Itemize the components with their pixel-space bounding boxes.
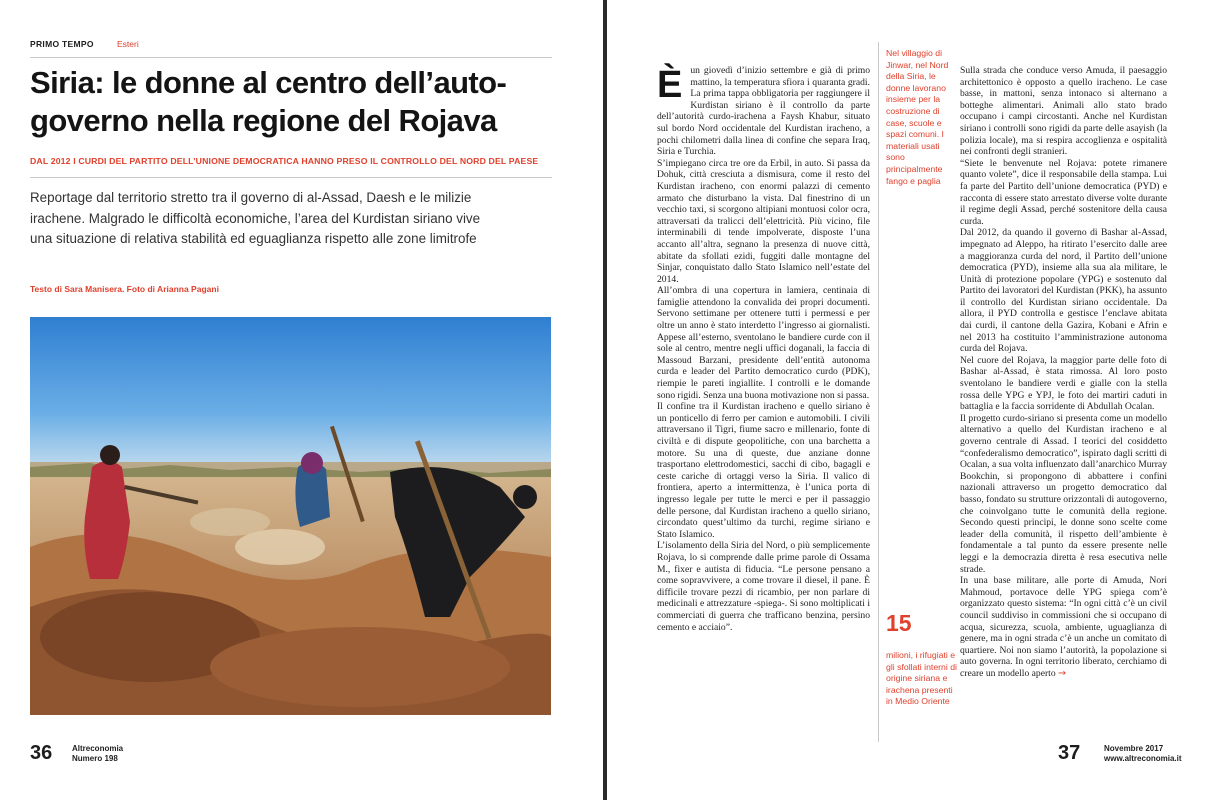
magazine-info (1104, 744, 1182, 764)
continue-arrow-icon: → (1058, 667, 1067, 679)
standfirst (30, 188, 560, 250)
page-number: 37 (1058, 742, 1081, 764)
headline-line-2: governo nella regione del Rojava (30, 103, 497, 138)
standfirst-line: una situazione di relativa stabilità ed eguaglianza rispetto alle zone limitrofe (30, 231, 477, 246)
sidebar-quote: Nel villaggio di Jinwar, nel Nord della Siria, le donne lavorano insieme per la costruzione di case, scuole e spazi comuni. I materiali usati sono principalmente fango e paglia (886, 48, 949, 186)
section-sub-label: Esteri (117, 39, 139, 49)
article-paragraph: S’impiegano circa tre ore da Erbil, in auto. Si passa da Dohuk, città cresciuta a dismisura, come il resto del Kurdistan iracheno, con enormi palazzi di cemento armato che disturbano la vista. Dal finestrino di un vecchio taxi, si scorgono altipiani montuosi color ocra, attraversati da tralicci dell’elettricità. Più vicino, file interminabili di tende impolverate, disposte l’una accanto all’altra, segnano la presenza di nuove città, abitate da sfollati ezidi, fuggiti dalle montagne del Sinjar, conquistato dallo Stato Islamico nell’estate del 2014. (657, 157, 870, 285)
kicker: DAL 2012 I CURDI DEL PARTITO DELL’UNIONE DEMOCRATICA HANNO PRESO IL CONTROLLO DEL NORD DEL PAESE (30, 156, 539, 166)
website: www.altreconomia.it (1104, 754, 1182, 763)
headline-line-1: Siria: le donne al centro dell’auto- (30, 65, 507, 100)
article-paragraph: Nel cuore del Rojava, la maggior parte delle foto di Bashar al-Assad, è stata rimossa. Al loro posto sventolano le bandiere verdi e gialle con la stella rossa delle YPG e YPJ, le foto dei martiri caduti in battaglia e la faccia sorridente di Abdullah Ocalan. (960, 354, 1167, 413)
article-paragraph: Il progetto curdo-siriano si presenta come un modello alternativo a quello del Kurdistan iracheno e al governo centrale di Assad. I teorici del cosiddetto “confederalismo democratico”, ispirato dagli scritti di Ocalan, a sua volta influenzato dall’anarchico Murray Bookchin, si propongono di abbattere i confini nazionali attraverso un progetto democratico dal basso, fondato su strutture orizzontali di autogoverno, che coinvolgano tutte le comunità della regione. Secondo questi principi, le donne sono scelte come leader della comunità, il rispetto dell’ambiente è fondamentale a tal punto da essere presente nelle leggi e la democrazia diretta è resa esecutiva nelle strade. (960, 412, 1167, 575)
article-photo (30, 317, 551, 715)
stat-text: milioni, i rifugiati e gli sfollati interni di origine siriana e irachena presenti in Medio Oriente (886, 650, 957, 707)
page-number: 36 (30, 742, 53, 764)
right-page (607, 0, 1209, 800)
sidebar (878, 42, 958, 742)
article-paragraph: È un giovedì d’inizio settembre e già di primo mattino, la temperatura sfiora i quaranta gradi. La prima tappa obbligatoria per raggiungere il Kurdistan siriano è il controllo da parte dell’autorità curdo-irachena a Faysh Khabur, situato sul bordo Nord occidentale del Kurdistan iracheno, a pochi chilometri dalla linea di confine che separa Iraq, Siria e Turchia. (657, 64, 870, 158)
section-label: PRIMO TEMPO (30, 39, 94, 49)
article-column-2 (960, 65, 1167, 679)
article-paragraph: Sulla strada che conduce verso Amuda, il paesaggio architettonico è opposto a quello iracheno. Le case basse, in mattoni, senza intonaco si alternano a botteghe alimentari. Animali allo stato brado occupano i campi circostanti. Anche nel Kurdistan siriano i controlli sono rigidi da parte delle asayish (la polizia locale), ma si respira accoglienza e ospitalità nei confronti degli stranieri. (960, 65, 1168, 158)
headline (30, 64, 570, 140)
article-paragraph: Dal 2012, da quando il governo di Bashar al-Assad, impegnato ad Aleppo, ha ritirato l’esercito dalle aree a maggioranza curda del nord, il Partito dell’unione democratica (PYD), insieme alla sua ala militare, le Unità di protezione popolare (YPG) e sostenuto dal Partito dei lavoratori del Kurdistan (PKK), ha assunto il controllo del Kurdistan siriano occidentale. Da allora, il PYD controlla e gestisce l’enclave abitata dai curdi, il cantone della Gazira, Kobani e Afrin e nel 2013 ha costituito l’amministrazione autonoma curda del Rojava. (960, 227, 1167, 355)
standfirst-line: irachene. Malgrado le difficoltà economiche, l’area del Kurdistan siriano vive (30, 210, 481, 226)
article-paragraph: L’isolamento della Siria del Nord, o più semplicemente Rojava, lo si comprende dalle prime parole di Ossama M., fixer e autista di fiducia. “Le persone pensano a come sopravvivere, a come trovare il diesel, il pane. È difficile trovare pezzi di ricambio, per non parlare di medicinali e attrezzature -spiega-. Si sono moltiplicati i commerciati di guerra che trafficano benzina, persino cemento e acciaio”. (657, 540, 870, 633)
magazine-info (72, 744, 123, 764)
section-header (30, 38, 552, 58)
article-column-1 (657, 65, 870, 633)
byline: Testo di Sara Manisera. Foto di Arianna Pagani (30, 284, 219, 294)
issue-number: Numero 198 (72, 754, 118, 763)
left-page (0, 0, 603, 800)
issue-date: Novembre 2017 (1104, 744, 1164, 753)
article-paragraph: “Siete le benvenute nel Rojava: potete rimanere quanto volete”, dice il responsabile della stampa. Lui fa parte del Partito dell’unione democratica (PYD) e racconta di essere stato arrestato diverse volte durante il regime degli Assad, perché sostenitore della causa curda. (960, 157, 1167, 227)
magazine-name: Altreconomia (72, 744, 124, 753)
article-paragraph: In una base militare, alle porte di Amuda, Nori Mahmoud, portavoce delle YPG spiega com’è organizzato questo sistema: “In ogni città c’è un civil council suddiviso in commissioni che si occupano di acqua, sicurezza, scuola, ambiente, uguaglianza di genere, ma in ogni strada c’è un anche un comitato di quartiere. Noi non siamo l’autorità, la popolazione si auto governa. In ogni territorio liberato, cerchiamo di creare un modello aperto → (960, 575, 1167, 679)
photo-illustration (30, 317, 551, 715)
article-paragraph: All’ombra di una copertura in lamiera, centinaia di famiglie attendono la convalida dei propri documenti. Servono settimane per ottenere tutti i permessi e per oltre un anno è stato interdetto l’ingresso ai giornalisti. Appese all’esterno, sventolano le bandiere curde con il sole al centro, mentre negli uffici doganali, la faccia di Massoud Barzani, presidente dell’entità autonoma curda e leader del Partito democratico curdo (PDK), riempie le pareti ingiallite. I controlli e le domande sono rigidi. Senza una buona motivazione non si passa. (657, 285, 870, 401)
drop-cap: È (657, 64, 683, 106)
standfirst-line: Reportage dal territorio stretto tra il governo di al-Assad, Daesh e le milizie (30, 190, 472, 205)
stat-number: 15 (886, 610, 912, 636)
article-paragraph: Il confine tra il Kurdistan iracheno e quello siriano è un ponticello di ferro per camion e automobili. I civili attraversano il Tigri, fiume sacro e millenario, fonte di civiltà e di dispute geopolitiche, con una barchetta a motore. Su una di queste, due anziane donne trasportano elettrodomestici, sacchi di cibo, bagagli e ceste cariche di ortaggi verso la Siria. Il valico di frontiera, aperto a intermittenza, è l’unica porta di ingresso legale per tutte le merci e per il passaggio delle persone, dal Kurdistan iracheno a quello siriano, circondato quest’ultimo da turchi, regime siriano e Stato Islamico. (657, 401, 870, 540)
kicker-block (30, 150, 552, 178)
